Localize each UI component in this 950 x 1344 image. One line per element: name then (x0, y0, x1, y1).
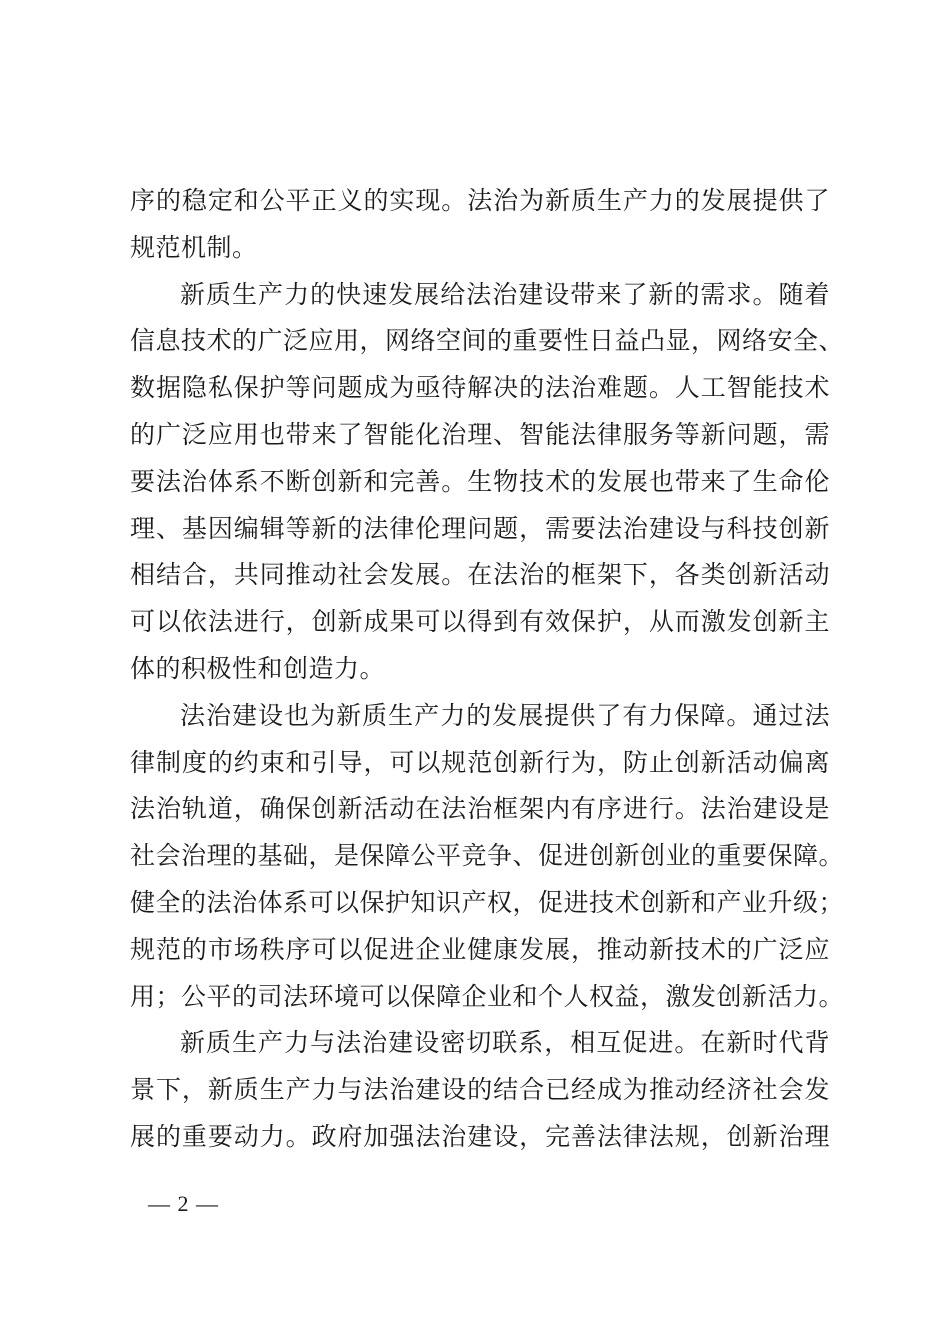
paragraph-line: 新质生产力的快速发展给法治建设带来了新的需求。随着 (180, 279, 830, 309)
paragraph-line: 相结合，共同推动社会发展。在法治的框架下，各类创新活动 (130, 560, 830, 590)
paragraph-line: 法治建设也为新质生产力的发展提供了有力保障。通过法 (180, 700, 830, 730)
paragraph-line: 要法治体系不断创新和完善。生物技术的发展也带来了生命伦 (130, 466, 830, 496)
page-number: — 2 — (148, 1191, 219, 1216)
paragraph-line: 新质生产力与法治建设密切联系，相互促进。在新时代背 (180, 1028, 830, 1058)
paragraph-line: 的广泛应用也带来了智能化治理、智能法律服务等新问题，需 (130, 419, 830, 449)
paragraph-line: 可以依法进行，创新成果可以得到有效保护，从而激发创新主 (130, 607, 830, 637)
paragraph-line: 序的稳定和公平正义的实现。法治为新质生产力的发展提供了 (130, 186, 830, 215)
paragraph-line: 社会治理的基础，是保障公平竞争、促进创新创业的重要保障。 (130, 841, 845, 871)
paragraph-line: 信息技术的广泛应用，网络空间的重要性日益凸显，网络安全、 (130, 326, 845, 356)
paragraph-line: 体的积极性和创造力。 (130, 653, 386, 683)
body-text (130, 178, 845, 1161)
paragraph-line: 理、基因编辑等新的法律伦理问题，需要法治建设与科技创新 (130, 513, 830, 543)
paragraph-line: 规范的市场秩序可以促进企业健康发展，推动新技术的广泛应 (130, 934, 830, 964)
paragraph-line: 规范机制。 (130, 232, 258, 262)
paragraph-line: 法治轨道，确保创新活动在法治框架内有序进行。法治建设是 (130, 794, 830, 824)
paragraph-line: 健全的法治体系可以保护知识产权，促进技术创新和产业升级； (130, 887, 845, 917)
paragraph-line: 景下，新质生产力与法治建设的结合已经成为推动经济社会发 (130, 1075, 830, 1105)
paragraph-line: 数据隐私保护等问题成为亟待解决的法治难题。人工智能技术 (130, 373, 830, 403)
paragraph-line: 用；公平的司法环境可以保障企业和个人权益，激发创新活力。 (130, 981, 845, 1011)
paragraph-line: 律制度的约束和引导，可以规范创新行为，防止创新活动偏离 (130, 747, 830, 777)
paragraph-line: 展的重要动力。政府加强法治建设，完善法律法规，创新治理 (130, 1121, 830, 1151)
